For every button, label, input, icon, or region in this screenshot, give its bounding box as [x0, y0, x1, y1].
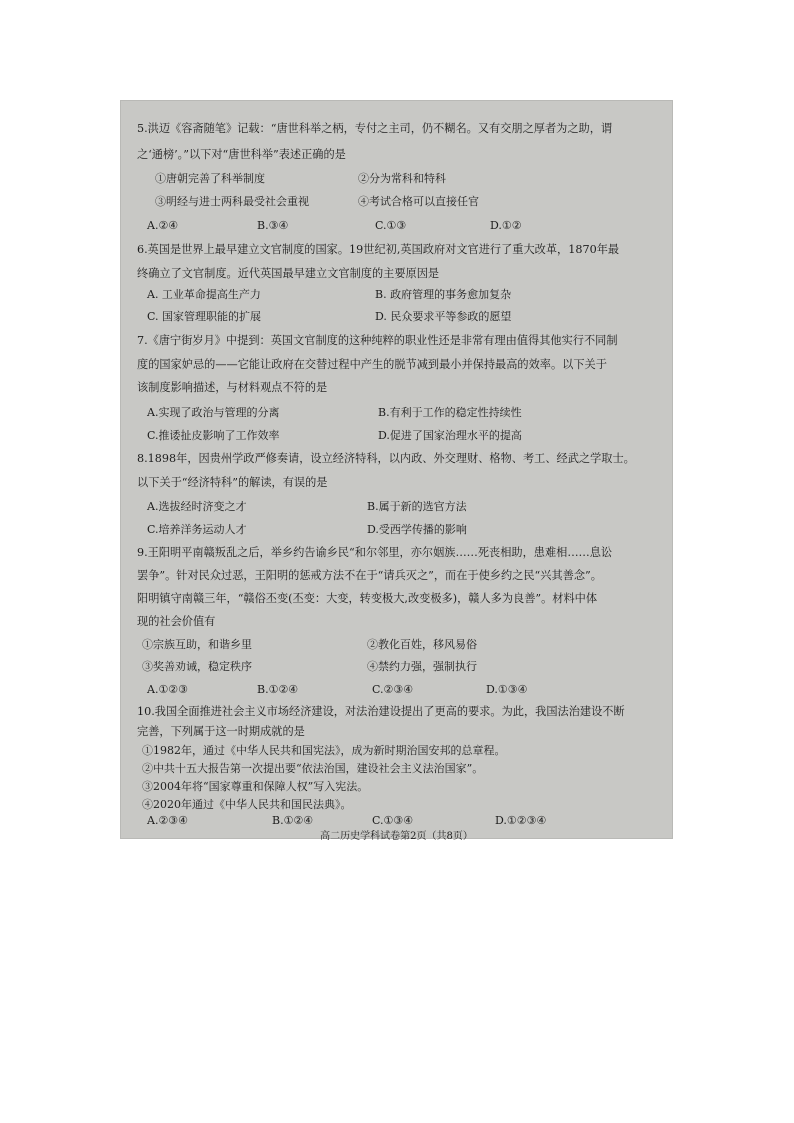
question-10-item-2: ②中共十五大报告第一次提出要“依法治国，建设社会主义法治国家”。 — [142, 762, 484, 775]
question-7-line-1: 7.《唐宁街岁月》中提到：英国文官制度的这种纯粹的职业性还是非常有理由值得其他实行不同制 — [137, 334, 618, 347]
question-5-line-2: 之‘通榜’。”以下对“唐世科举”表述正确的是 — [137, 148, 346, 161]
question-7-option-a: A.实现了政治与管理的分离 — [147, 406, 280, 419]
question-10-option-d: D.①②③④ — [495, 814, 547, 827]
question-10-item-1: ①1982年，通过《中华人民共和国宪法》，成为新时期治国安邦的总章程。 — [142, 744, 506, 757]
question-9-option-d: D.①③④ — [486, 683, 528, 696]
question-5-option-a: A.②④ — [147, 219, 179, 232]
question-9-line-2: 罢争”。针对民众过恶，王阳明的惩戒方法不在于“请兵灭之”，而在于使乡约之民“兴其善念”。 — [137, 569, 602, 582]
question-6-option-b: B. 政府管理的事务愈加复杂 — [375, 288, 512, 301]
question-9-line-1: 9.王阳明平南赣叛乱之后，举乡约告谕乡民“和尔邻里，亦尔姻族……死丧相助，患难相……息讼 — [137, 546, 613, 559]
question-9-item-3: ③奖善劝诫，稳定秩序 — [142, 660, 252, 673]
exam-page — [120, 100, 673, 842]
question-9-line-4: 现的社会价值有 — [137, 615, 216, 628]
question-6-line-2: 终确立了文官制度。近代英国最早建立文官制度的主要原因是 — [137, 267, 440, 280]
question-10-line-1: 10.我国全面推进社会主义市场经济建设，对法治建设提出了更高的要求。为此，我国法治建设不断 — [137, 705, 625, 718]
question-9-item-4: ④禁约力强，强制执行 — [367, 660, 477, 673]
question-8-option-c: C.培养洋务运动人才 — [147, 523, 247, 536]
question-5-option-d: D.①② — [490, 219, 522, 232]
question-6-line-1: 6.英国是世界上最早建立文官制度的国家。19世纪初,英国政府对文官进行了重大改革，1870年最 — [137, 243, 620, 256]
question-6-option-a: A. 工业革命提高生产力 — [147, 288, 261, 301]
question-9-item-1: ①宗族互助，和谐乡里 — [142, 638, 252, 651]
question-7-option-d: D.促进了国家治理水平的提高 — [378, 429, 522, 442]
question-5-item-4: ④考试合格可以直接任官 — [358, 195, 479, 208]
question-5-option-b: B.③④ — [257, 219, 289, 232]
question-6-option-c: C. 国家管理职能的扩展 — [147, 310, 262, 323]
question-6-option-d: D. 民众要求平等参政的愿望 — [375, 310, 512, 323]
question-5-item-1: ①唐朝完善了科举制度 — [155, 172, 265, 185]
question-10-option-a: A.②③④ — [147, 814, 189, 827]
question-7-line-2: 度的国家妒忌的——它能让政府在交替过程中产生的脱节减到最小并保持最高的效率。以下关于 — [137, 358, 607, 371]
page-footer: 高二历史学科试卷第2页（共8页） — [320, 831, 473, 842]
question-8-line-1: 8.1898年，因贵州学政严修奏请，设立经济特科，以内政、外交理财、格物、考工、经武之学取士。 — [137, 452, 635, 465]
question-9-option-b: B.①②④ — [257, 683, 299, 696]
question-9-option-c: C.②③④ — [372, 683, 414, 696]
question-8-option-a: A.选拔经时济变之才 — [147, 500, 247, 513]
question-5-item-3: ③明经与进士两科最受社会重视 — [155, 195, 309, 208]
question-8-option-d: D.受西学传播的影响 — [367, 523, 467, 536]
question-9-item-2: ②教化百姓，移风易俗 — [367, 638, 477, 651]
question-9-option-a: A.①②③ — [147, 683, 189, 696]
question-10-option-b: B.①②④ — [272, 814, 314, 827]
question-10-line-2: 完善，下列属于这一时期成就的是 — [137, 725, 305, 738]
question-5-item-2: ②分为常科和特科 — [358, 172, 446, 185]
question-9-line-3: 阳明镇守南赣三年，“赣俗丕变(丕变：大变，转变极大,改变极多)，赣人多为良善”。材料中体 — [137, 592, 598, 605]
question-10-item-4: ④2020年通过《中华人民共和国民法典》。 — [142, 798, 352, 811]
question-5-option-c: C.①③ — [375, 219, 407, 232]
question-10-option-c: C.①③④ — [372, 814, 414, 827]
question-7-option-c: C.推诿扯皮影响了工作效率 — [147, 429, 280, 442]
question-7-line-3: 该制度影响描述，与材料观点不符的是 — [137, 381, 328, 394]
question-10-item-3: ③2004年将“国家尊重和保障人权”写入宪法。 — [142, 780, 369, 793]
question-5-line-1: 5.洪迈《容斋随笔》记载：“唐世科举之柄，专付之主司，仍不糊名。又有交朋之厚者为之助，谓 — [137, 122, 613, 135]
question-7-option-b: B.有利于工作的稳定性持续性 — [378, 406, 522, 419]
question-8-line-2: 以下关于“经济特科”的解读，有误的是 — [137, 476, 328, 489]
question-8-option-b: B.属于新的选官方法 — [367, 500, 467, 513]
